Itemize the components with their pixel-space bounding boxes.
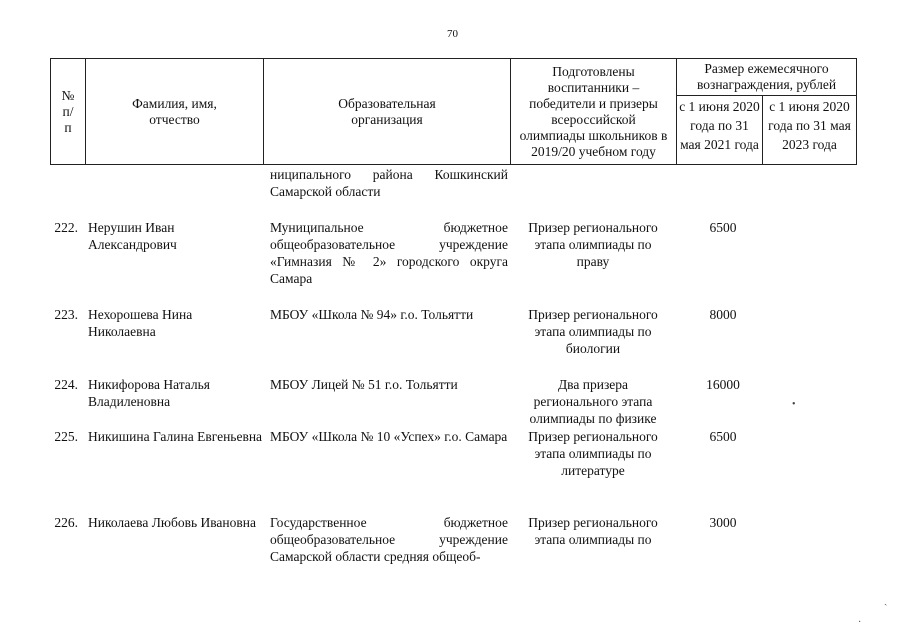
row-organization: МБОУ «Школа № 10 «Успех» г.о. Самара: [270, 429, 508, 444]
header-organization: Образовательная организация: [264, 59, 511, 165]
row-prize: Призер регионального этапа олимпиады по литературе: [528, 429, 658, 478]
header-name: Фамилия, имя, отчество: [86, 59, 264, 165]
row-name: Нехорошева Нина Николаевна: [88, 307, 193, 339]
row-prize: Призер регионального этапа олимпиады по праву: [528, 220, 658, 269]
header-prize: Подготовлены воспитанники – победители и призеры всероссийской олимпиады школьников в 2019/20 учебном году: [511, 59, 677, 165]
row-name: Николаева Любовь Ивановна: [88, 515, 256, 530]
row-number: 224.: [54, 377, 78, 392]
row-organization: МБОУ «Школа № 94» г.о. Тольятти: [270, 307, 474, 322]
scan-mark: ˎ: [884, 595, 888, 606]
row-prize: Два призера регионального этапа олимпиады по физике: [529, 377, 657, 426]
row-organization: МБОУ Лицей № 51 г.о. Тольятти: [270, 377, 458, 392]
row-number: 226.: [54, 515, 78, 530]
row-number: 223.: [54, 307, 78, 322]
row-prize: Призер регионального этапа олимпиады по: [528, 515, 658, 547]
row-name: Никифорова Наталья Владиленовна: [88, 377, 210, 409]
row-number: 222.: [54, 220, 78, 235]
row-amount: 16000: [706, 377, 740, 392]
scan-mark: •: [792, 399, 796, 410]
continuation-org: ниципального района Кошкинский Самарской области: [270, 167, 508, 199]
row-amount: 8000: [709, 307, 737, 322]
row-amount: 6500: [709, 429, 737, 444]
row-amount: 6500: [709, 220, 737, 235]
header-number: № п/п: [51, 59, 86, 165]
row-organization: Муниципальное бюджетное общеобразовательное учреждение «Гимназия № 2» городского округа Самара: [270, 220, 508, 286]
header-period-2021: с 1 июня 2020 года по 31 мая 2021 года: [677, 96, 763, 165]
page-number: 70: [447, 28, 458, 40]
header-period-2023: с 1 июня 2020 года по 31 мая 2023 года: [763, 96, 857, 165]
row-name: Нерушин Иван Александрович: [88, 220, 177, 252]
row-name: Никишина Галина Евгеньевна: [88, 429, 263, 444]
row-prize: Призер регионального этапа олимпиады по биологии: [528, 307, 658, 356]
row-amount: 3000: [709, 515, 737, 530]
row-organization: Государственное бюджетное общеобразовательное учреждение Самарской области средняя общеоб-: [270, 515, 508, 564]
row-number: 225.: [54, 429, 78, 444]
header-amount: Размер ежемесячного вознаграждения, рублей: [677, 59, 857, 96]
scan-mark: ·: [858, 617, 862, 628]
